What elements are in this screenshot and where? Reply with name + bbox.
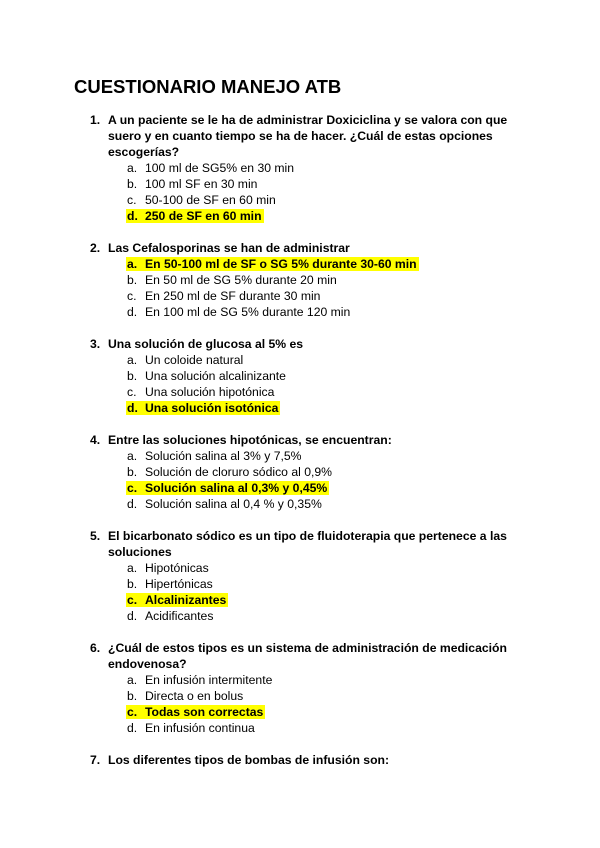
option-text: Una solución hipotónica	[145, 385, 275, 399]
option-text: Acidificantes	[145, 609, 214, 623]
option-letter: d.	[127, 209, 138, 223]
option-text: Todas son correctas	[145, 705, 264, 719]
question-text-line: Los diferentes tipos de bombas de infusión son:	[108, 753, 390, 767]
question-text-line: soluciones	[108, 545, 172, 559]
option-text: Solución de cloruro sódico al 0,9%	[145, 465, 332, 479]
option-letter: d.	[127, 497, 138, 511]
option-text: En 100 ml de SG 5% durante 120 min	[145, 305, 351, 319]
option-letter: c.	[127, 481, 138, 495]
option-letter: d.	[127, 609, 138, 623]
option-letter: a.	[127, 561, 138, 575]
question-text-line: Una solución de glucosa al 5% es	[108, 337, 304, 351]
option-letter: d.	[127, 401, 138, 415]
option-text: En 250 ml de SF durante 30 min	[145, 289, 321, 303]
question-text-line: A un paciente se le ha de administrar Doxiciclina y se valora con que	[108, 113, 508, 127]
question-text-line: endovenosa?	[108, 657, 187, 671]
option-text: Solución salina al 3% y 7,5%	[145, 449, 302, 463]
option-letter: d.	[127, 721, 138, 735]
question-number: 4.	[90, 433, 101, 447]
option-text: Alcalinizantes	[145, 593, 227, 607]
option-text: En infusión intermitente	[145, 673, 273, 687]
option-letter: b.	[127, 273, 138, 287]
option-letter: c.	[127, 593, 138, 607]
option-text: 250 de SF en 60 min	[145, 209, 262, 223]
option-letter: a.	[127, 257, 138, 271]
question-number: 5.	[90, 529, 101, 543]
option-text: 100 ml de SG5% en 30 min	[145, 161, 295, 175]
question-text-line: Entre las soluciones hipotónicas, se encuentran:	[108, 433, 392, 447]
option-text: 50-100 de SF en 60 min	[145, 193, 276, 207]
option-text: En 50 ml de SG 5% durante 20 min	[145, 273, 337, 287]
option-text: Solución salina al 0,4 % y 0,35%	[145, 497, 322, 511]
option-letter: b.	[127, 177, 138, 191]
option-text: 100 ml SF en 30 min	[145, 177, 258, 191]
option-text: Una solución alcalinizante	[145, 369, 286, 383]
option-text: Solución salina al 0,3% y 0,45%	[145, 481, 328, 495]
option-letter: c.	[127, 289, 137, 303]
question-number: 6.	[90, 641, 101, 655]
question-text-line: ¿Cuál de estos tipos es un sistema de administración de medicación	[108, 641, 507, 655]
option-letter: a.	[127, 353, 138, 367]
question-number: 7.	[90, 753, 101, 767]
option-text: Hipertónicas	[145, 577, 213, 591]
question-text-line: suero y en cuanto tiempo se ha de hacer. ¿Cuál de estas opciones	[108, 129, 493, 143]
option-letter: b.	[127, 369, 138, 383]
option-letter: d.	[127, 305, 138, 319]
question-number: 2.	[90, 241, 101, 255]
question-number: 3.	[90, 337, 101, 351]
question-number: 1.	[90, 113, 101, 127]
option-text: En 50-100 ml de SF o SG 5% durante 30-60 min	[145, 257, 417, 271]
option-text: Una solución isotónica	[145, 401, 279, 415]
option-text: Hipotónicas	[145, 561, 209, 575]
option-letter: a.	[127, 161, 138, 175]
option-text: En infusión continua	[145, 721, 255, 735]
option-letter: b.	[127, 465, 138, 479]
option-letter: b.	[127, 689, 138, 703]
question-text-line: El bicarbonato sódico es un tipo de fluidoterapia que pertenece a las	[108, 529, 507, 543]
question-text-line: Las Cefalosporinas se han de administrar	[108, 241, 350, 255]
option-text: Un coloide natural	[145, 353, 244, 367]
question-text-line: escogerías?	[108, 145, 180, 159]
option-letter: a.	[127, 449, 138, 463]
option-letter: b.	[127, 577, 138, 591]
option-letter: c.	[127, 193, 137, 207]
page-title: CUESTIONARIO MANEJO ATB	[74, 76, 342, 97]
option-letter: a.	[127, 673, 138, 687]
option-text: Directa o en bolus	[145, 689, 244, 703]
option-letter: c.	[127, 385, 137, 399]
option-letter: c.	[127, 705, 138, 719]
